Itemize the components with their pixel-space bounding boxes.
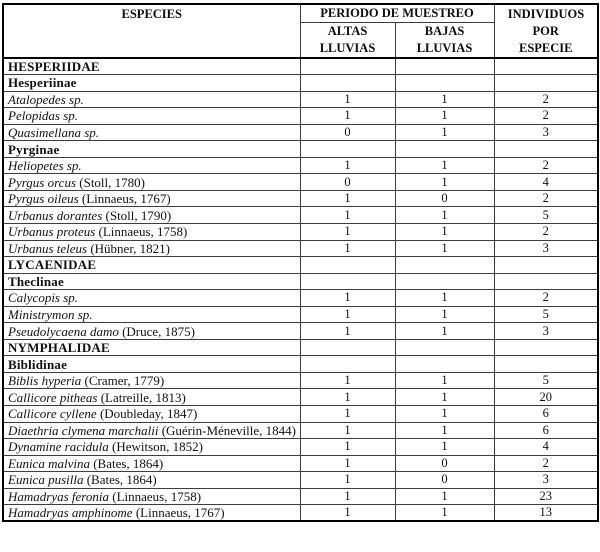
species-cell — [3, 141, 300, 158]
individuos-por-especie-cell: 3 — [494, 323, 598, 340]
species-name: Callicore cyllene — [8, 406, 97, 422]
individuos-por-especie-cell — [494, 75, 598, 92]
species-name: Dynamine racidula — [8, 439, 109, 455]
individuos-por-especie-cell: 13 — [494, 505, 598, 522]
altas-lluvias-cell: 1 — [300, 455, 395, 472]
altas-lluvias-cell: 1 — [300, 190, 395, 207]
individuos-por-especie-cell: 2 — [494, 157, 598, 174]
table-row — [3, 273, 598, 290]
bajas-lluvias-cell: 1 — [395, 91, 494, 108]
table-row — [3, 141, 598, 158]
individuos-por-especie-cell: 4 — [494, 439, 598, 456]
bajas-lluvias-cell — [395, 75, 494, 92]
individuos-por-especie-cell — [494, 356, 598, 373]
species-name: LYCAENIDAE — [8, 257, 97, 273]
species-cell — [3, 207, 300, 224]
species-name: Pelopidas sp. — [8, 108, 79, 124]
species-author: (Bates, 1864) — [83, 472, 157, 488]
species-cell — [3, 124, 300, 141]
species-author: (Stoll, 1780) — [76, 174, 145, 190]
species-cell — [3, 472, 300, 489]
bajas-lluvias-cell — [395, 141, 494, 158]
altas-lluvias-cell — [300, 339, 395, 356]
species-name: Hamadryas amphinome — [8, 505, 133, 521]
bajas-lluvias-cell: 1 — [395, 405, 494, 422]
table-row — [3, 91, 598, 108]
individuos-por-especie-cell: 23 — [494, 488, 598, 505]
altas-lluvias-cell: 1 — [300, 372, 395, 389]
table-row — [3, 455, 598, 472]
table-row — [3, 306, 598, 323]
species-cell — [3, 273, 300, 290]
table-header — [3, 4, 598, 58]
species-cell — [3, 91, 300, 108]
species-cell — [3, 356, 300, 373]
species-cell — [3, 58, 300, 75]
bajas-lluvias-cell: 1 — [395, 372, 494, 389]
species-cell — [3, 323, 300, 340]
species-cell — [3, 174, 300, 191]
individuos-por-especie-cell: 2 — [494, 223, 598, 240]
species-name: Hamadryas feronia — [8, 488, 109, 504]
species-cell — [3, 505, 300, 522]
altas-lluvias-cell: 0 — [300, 174, 395, 191]
column-header-individuos-por-especie — [494, 4, 598, 58]
species-table — [2, 3, 599, 522]
species-cell — [3, 108, 300, 125]
table-row — [3, 124, 598, 141]
table-row — [3, 405, 598, 422]
species-author: (Hewitson, 1852) — [108, 439, 203, 455]
species-name: HESPERIIDAE — [8, 59, 100, 75]
species-name: Ministrymon sp. — [8, 306, 93, 322]
individuos-por-especie-cell: 2 — [494, 290, 598, 307]
species-author: (Cramer, 1779) — [81, 373, 165, 389]
altas-lluvias-cell: 1 — [300, 207, 395, 224]
individuos-por-especie-cell: 5 — [494, 306, 598, 323]
altas-lluvias-cell: 1 — [300, 505, 395, 522]
table-row — [3, 439, 598, 456]
altas-lluvias-cell — [300, 257, 395, 274]
bajas-lluvias-cell: 0 — [395, 190, 494, 207]
bajas-lluvias-cell: 1 — [395, 389, 494, 406]
species-cell — [3, 75, 300, 92]
species-name: Atalopedes sp. — [8, 91, 84, 107]
species-cell — [3, 389, 300, 406]
species-name: Urbanus proteus — [8, 224, 96, 240]
individuos-por-especie-cell: 3 — [494, 472, 598, 489]
table-row — [3, 157, 598, 174]
species-cell — [3, 439, 300, 456]
table-row — [3, 240, 598, 257]
table-row — [3, 58, 598, 75]
altas-lluvias-cell: 1 — [300, 91, 395, 108]
altas-lluvias-cell: 1 — [300, 306, 395, 323]
species-cell — [3, 257, 300, 274]
species-cell — [3, 157, 300, 174]
altas-lluvias-cell: 1 — [300, 405, 395, 422]
bajas-lluvias-cell — [395, 58, 494, 75]
table-row — [3, 422, 598, 439]
altas-lluvias-cell: 0 — [300, 124, 395, 141]
bajas-lluvias-cell: 1 — [395, 323, 494, 340]
individuos-por-especie-cell: 2 — [494, 91, 598, 108]
table-row — [3, 108, 598, 125]
altas-lluvias-cell — [300, 141, 395, 158]
species-name: Diaethria clymena marchalii — [8, 422, 159, 438]
species-cell — [3, 405, 300, 422]
individuos-por-especie-cell — [494, 141, 598, 158]
species-cell — [3, 488, 300, 505]
species-name: Pyrgus orcus — [8, 174, 77, 190]
species-name: Heliopetes sp. — [8, 158, 82, 174]
individuos-por-especie-cell: 5 — [494, 372, 598, 389]
individuos-por-especie-cell — [494, 58, 598, 75]
table-row — [3, 389, 598, 406]
species-name: Eunica pusilla — [8, 472, 84, 488]
altas-lluvias-cell: 1 — [300, 157, 395, 174]
altas-lluvias-cell: 1 — [300, 240, 395, 257]
altas-lluvias-cell — [300, 58, 395, 75]
species-cell — [3, 240, 300, 257]
bajas-lluvias-cell — [395, 339, 494, 356]
table-row — [3, 207, 598, 224]
species-author: (Druce, 1875) — [118, 323, 196, 339]
bajas-lluvias-cell: 1 — [395, 439, 494, 456]
table-row — [3, 257, 598, 274]
altas-lluvias-cell — [300, 356, 395, 373]
column-header-especies: ESPECIES — [3, 4, 300, 58]
species-author: (Bates, 1864) — [89, 455, 164, 471]
altas-lluvias-cell — [300, 75, 395, 92]
individuos-por-especie-cell: 2 — [494, 108, 598, 125]
bajas-lluvias-cell: 1 — [395, 422, 494, 439]
column-header-periodo-de-muestreo: PERIODO DE MUESTREO — [300, 4, 494, 23]
species-name: Biblidinae — [8, 356, 68, 372]
species-author: (Latreille, 1813) — [97, 389, 186, 405]
species-cell — [3, 455, 300, 472]
species-name: Pyrgus oileus — [8, 191, 79, 207]
bajas-lluvias-cell: 1 — [395, 124, 494, 141]
altas-lluvias-cell: 1 — [300, 223, 395, 240]
altas-lluvias-cell: 1 — [300, 439, 395, 456]
bajas-lluvias-cell: 1 — [395, 157, 494, 174]
bajas-lluvias-cell: 1 — [395, 306, 494, 323]
species-author: (Hübner, 1821) — [87, 240, 170, 256]
table-row — [3, 488, 598, 505]
species-name: Biblis hyperia — [8, 373, 82, 389]
individuos-por-especie-cell: 2 — [494, 455, 598, 472]
species-name: Calycopis sp. — [8, 290, 79, 306]
table-row — [3, 223, 598, 240]
bajas-lluvias-cell — [395, 273, 494, 290]
individuos-por-especie-cell: 6 — [494, 405, 598, 422]
column-header-bajas-lluvias — [395, 23, 494, 59]
bajas-lluvias-cell: 1 — [395, 505, 494, 522]
species-cell — [3, 339, 300, 356]
altas-lluvias-cell: 1 — [300, 472, 395, 489]
column-header-bajas-label: BAJAS LLUVIAS — [416, 24, 473, 55]
column-header-individuos-label: INDIVIDUOS POR ESPECIE — [507, 7, 585, 55]
bajas-lluvias-cell: 0 — [395, 455, 494, 472]
column-header-altas-label: ALTAS LLUVIAS — [319, 24, 376, 55]
species-name: Hesperiinae — [8, 75, 77, 91]
individuos-por-especie-cell — [494, 339, 598, 356]
column-header-altas-lluvias — [300, 23, 395, 59]
bajas-lluvias-cell: 1 — [395, 223, 494, 240]
table-row — [3, 339, 598, 356]
bajas-lluvias-cell: 1 — [395, 108, 494, 125]
species-name: Quasimellana sp. — [8, 124, 99, 140]
individuos-por-especie-cell: 6 — [494, 422, 598, 439]
species-name: NYMPHALIDAE — [8, 340, 110, 356]
bajas-lluvias-cell: 1 — [395, 174, 494, 191]
table-row — [3, 290, 598, 307]
bajas-lluvias-cell — [395, 356, 494, 373]
table-row — [3, 505, 598, 522]
bajas-lluvias-cell: 1 — [395, 240, 494, 257]
individuos-por-especie-cell: 4 — [494, 174, 598, 191]
altas-lluvias-cell: 1 — [300, 389, 395, 406]
bajas-lluvias-cell — [395, 257, 494, 274]
individuos-por-especie-cell: 3 — [494, 124, 598, 141]
species-author: (Linnaeus, 1758) — [95, 224, 188, 240]
individuos-por-especie-cell: 5 — [494, 207, 598, 224]
altas-lluvias-cell: 1 — [300, 422, 395, 439]
altas-lluvias-cell: 1 — [300, 488, 395, 505]
individuos-por-especie-cell: 3 — [494, 240, 598, 257]
individuos-por-especie-cell: 2 — [494, 190, 598, 207]
species-cell — [3, 290, 300, 307]
species-table-container — [2, 3, 599, 522]
bajas-lluvias-cell: 1 — [395, 207, 494, 224]
species-name: Pseudolycaena damo — [8, 323, 119, 339]
altas-lluvias-cell: 1 — [300, 290, 395, 307]
table-row — [3, 372, 598, 389]
individuos-por-especie-cell: 20 — [494, 389, 598, 406]
species-cell — [3, 372, 300, 389]
altas-lluvias-cell — [300, 273, 395, 290]
table-row — [3, 356, 598, 373]
species-name: Callicore pitheas — [8, 389, 98, 405]
table-row — [3, 190, 598, 207]
bajas-lluvias-cell: 0 — [395, 472, 494, 489]
table-row — [3, 174, 598, 191]
bajas-lluvias-cell: 1 — [395, 290, 494, 307]
table-body — [3, 58, 598, 521]
altas-lluvias-cell: 1 — [300, 323, 395, 340]
species-name: Pyrginae — [8, 141, 60, 157]
table-row — [3, 472, 598, 489]
species-author: (Linnaeus, 1758) — [109, 488, 202, 504]
species-cell — [3, 190, 300, 207]
altas-lluvias-cell: 1 — [300, 108, 395, 125]
species-author: (Stoll, 1790) — [102, 207, 172, 223]
individuos-por-especie-cell — [494, 257, 598, 274]
individuos-por-especie-cell — [494, 273, 598, 290]
species-cell — [3, 306, 300, 323]
species-name: Urbanus teleus — [8, 240, 88, 256]
species-author: (Guérin-Méneville, 1844) — [158, 422, 296, 438]
species-name: Eunica malvina — [8, 455, 90, 471]
species-cell — [3, 422, 300, 439]
species-author: (Linnaeus, 1767) — [78, 191, 171, 207]
species-author: (Doubleday, 1847) — [96, 406, 198, 422]
species-author: (Linnaeus, 1767) — [132, 505, 225, 521]
species-cell — [3, 223, 300, 240]
species-name: Theclinae — [8, 273, 64, 289]
table-row — [3, 323, 598, 340]
bajas-lluvias-cell: 1 — [395, 488, 494, 505]
species-name: Urbanus dorantes — [8, 207, 103, 223]
table-row — [3, 75, 598, 92]
